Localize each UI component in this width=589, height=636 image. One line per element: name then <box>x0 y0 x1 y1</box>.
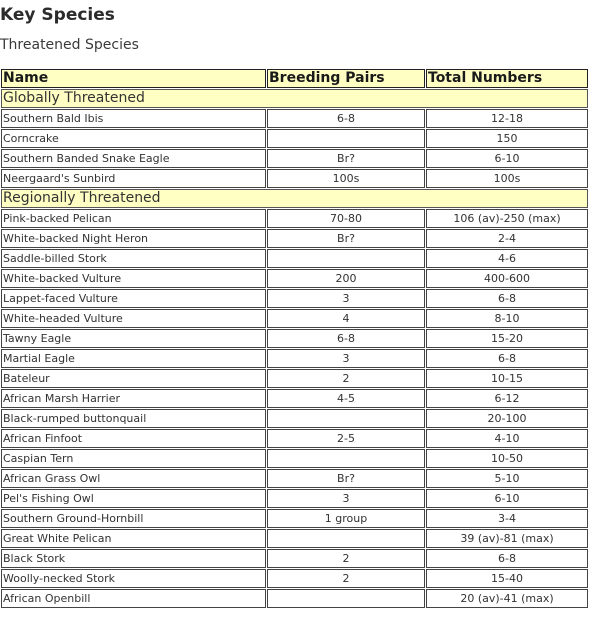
total-numbers-cell: 400-600 <box>426 269 588 288</box>
breeding-pairs-cell: 70-80 <box>267 209 425 228</box>
breeding-pairs-cell: 200 <box>267 269 425 288</box>
total-numbers-cell: 3-4 <box>426 509 588 528</box>
species-name-cell: African Grass Owl <box>1 469 266 488</box>
breeding-pairs-cell: 100s <box>267 169 425 188</box>
table-row <box>1 469 588 488</box>
breeding-pairs-cell: 3 <box>267 289 425 308</box>
total-numbers-cell: 10-50 <box>426 449 588 468</box>
species-name-cell: Lappet-faced Vulture <box>1 289 266 308</box>
total-numbers-cell: 5-10 <box>426 469 588 488</box>
breeding-pairs-cell <box>267 529 425 548</box>
species-name-cell: Caspian Tern <box>1 449 266 468</box>
species-name-cell: Southern Bald Ibis <box>1 109 266 128</box>
species-name-cell: White-backed Night Heron <box>1 229 266 248</box>
breeding-pairs-cell <box>267 449 425 468</box>
table-row <box>1 369 588 388</box>
breeding-pairs-cell: 3 <box>267 349 425 368</box>
breeding-pairs-cell: 4 <box>267 309 425 328</box>
table-body <box>1 89 588 608</box>
total-numbers-cell: 39 (av)-81 (max) <box>426 529 588 548</box>
breeding-pairs-cell <box>267 409 425 428</box>
breeding-pairs-cell: 4-5 <box>267 389 425 408</box>
species-name-cell: African Marsh Harrier <box>1 389 266 408</box>
table-row <box>1 209 588 228</box>
total-numbers-cell: 20 (av)-41 (max) <box>426 589 588 608</box>
species-name-cell: Woolly-necked Stork <box>1 569 266 588</box>
table-row <box>1 549 588 568</box>
table-row <box>1 569 588 588</box>
total-numbers-cell: 4-6 <box>426 249 588 268</box>
breeding-pairs-cell: 6-8 <box>267 109 425 128</box>
total-numbers-cell: 2-4 <box>426 229 588 248</box>
species-name-cell: African Openbill <box>1 589 266 608</box>
species-name-cell: Martial Eagle <box>1 349 266 368</box>
breeding-pairs-cell <box>267 249 425 268</box>
table-row <box>1 149 588 168</box>
page-title: Key Species <box>0 5 115 25</box>
total-numbers-cell: 106 (av)-250 (max) <box>426 209 588 228</box>
breeding-pairs-cell: 1 group <box>267 509 425 528</box>
species-name-cell: White-headed Vulture <box>1 309 266 328</box>
table-row <box>1 409 588 428</box>
species-name-cell: Black Stork <box>1 549 266 568</box>
species-name-cell: African Finfoot <box>1 429 266 448</box>
species-table <box>0 68 589 609</box>
breeding-pairs-cell: 2 <box>267 549 425 568</box>
species-name-cell: Neergaard's Sunbird <box>1 169 266 188</box>
total-numbers-cell: 4-10 <box>426 429 588 448</box>
breeding-pairs-cell: 2-5 <box>267 429 425 448</box>
species-name-cell: Southern Banded Snake Eagle <box>1 149 266 168</box>
species-name-cell: Pel's Fishing Owl <box>1 489 266 508</box>
table-row <box>1 289 588 308</box>
group-heading: Regionally Threatened <box>1 189 588 208</box>
group-row <box>1 89 588 108</box>
breeding-pairs-cell: 6-8 <box>267 329 425 348</box>
group-row <box>1 189 588 208</box>
table-row <box>1 309 588 328</box>
table-row <box>1 229 588 248</box>
species-name-cell: Southern Ground-Hornbill <box>1 509 266 528</box>
column-header-breeding-pairs: Breeding Pairs <box>267 69 425 88</box>
table-row <box>1 269 588 288</box>
total-numbers-cell: 12-18 <box>426 109 588 128</box>
total-numbers-cell: 15-20 <box>426 329 588 348</box>
table-row <box>1 589 588 608</box>
table-row <box>1 389 588 408</box>
total-numbers-cell: 100s <box>426 169 588 188</box>
column-header-name: Name <box>1 69 266 88</box>
breeding-pairs-cell <box>267 129 425 148</box>
species-name-cell: Corncrake <box>1 129 266 148</box>
total-numbers-cell: 6-12 <box>426 389 588 408</box>
species-name-cell: Black-rumped buttonquail <box>1 409 266 428</box>
total-numbers-cell: 6-8 <box>426 289 588 308</box>
total-numbers-cell: 20-100 <box>426 409 588 428</box>
species-name-cell: Pink-backed Pelican <box>1 209 266 228</box>
table-row <box>1 129 588 148</box>
table-row <box>1 349 588 368</box>
header-row <box>1 69 588 88</box>
table-row <box>1 449 588 468</box>
total-numbers-cell: 150 <box>426 129 588 148</box>
table-row <box>1 169 588 188</box>
species-name-cell: Tawny Eagle <box>1 329 266 348</box>
total-numbers-cell: 10-15 <box>426 369 588 388</box>
page-subtitle: Threatened Species <box>0 37 139 53</box>
table-row <box>1 529 588 548</box>
total-numbers-cell: 6-10 <box>426 149 588 168</box>
total-numbers-cell: 6-8 <box>426 349 588 368</box>
table-row <box>1 329 588 348</box>
total-numbers-cell: 15-40 <box>426 569 588 588</box>
total-numbers-cell: 8-10 <box>426 309 588 328</box>
total-numbers-cell: 6-8 <box>426 549 588 568</box>
breeding-pairs-cell: 2 <box>267 369 425 388</box>
table-row <box>1 429 588 448</box>
species-name-cell: Great White Pelican <box>1 529 266 548</box>
column-header-total-numbers: Total Numbers <box>426 69 588 88</box>
breeding-pairs-cell: 2 <box>267 569 425 588</box>
species-name-cell: White-backed Vulture <box>1 269 266 288</box>
breeding-pairs-cell <box>267 589 425 608</box>
species-name-cell: Saddle-billed Stork <box>1 249 266 268</box>
total-numbers-cell: 6-10 <box>426 489 588 508</box>
species-name-cell: Bateleur <box>1 369 266 388</box>
table-row <box>1 109 588 128</box>
breeding-pairs-cell: Br? <box>267 229 425 248</box>
breeding-pairs-cell: 3 <box>267 489 425 508</box>
table-row <box>1 249 588 268</box>
group-heading: Globally Threatened <box>1 89 588 108</box>
breeding-pairs-cell: Br? <box>267 469 425 488</box>
breeding-pairs-cell: Br? <box>267 149 425 168</box>
table-row <box>1 509 588 528</box>
table-row <box>1 489 588 508</box>
